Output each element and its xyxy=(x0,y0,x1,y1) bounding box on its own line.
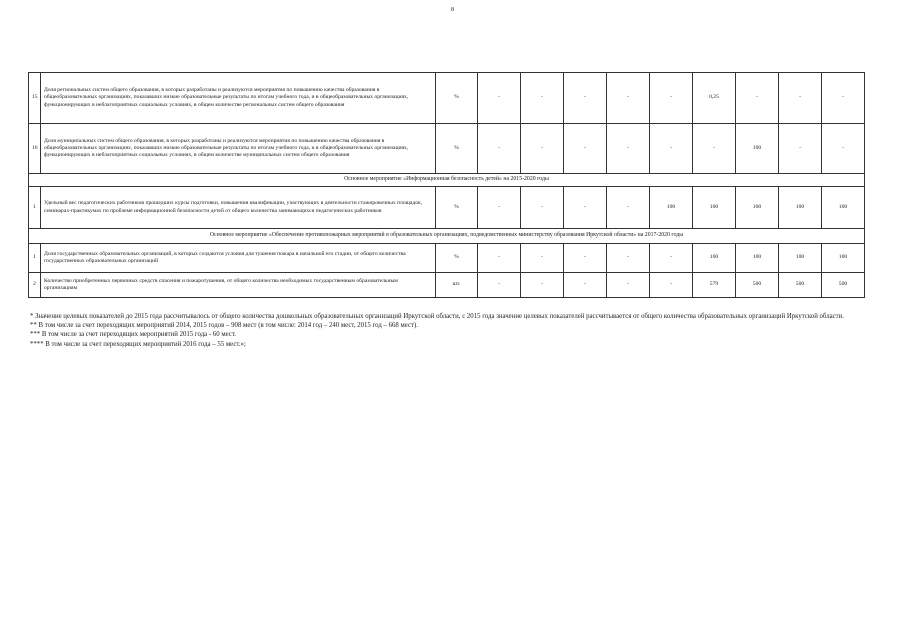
value-cell: 100 xyxy=(822,187,865,229)
value-cell: - xyxy=(650,273,693,298)
value-cell: - xyxy=(607,273,650,298)
footnote: * Значение целевых показателей до 2015 года рассчитывалось от общего количества дошкольных образовательных организаций Иркутской области, с 2015 года значение целевых показателей рассчитывается от общего количества образовательных организаций Иркутской области. xyxy=(30,313,844,320)
value-cell: - xyxy=(650,124,693,174)
row-number: 2 xyxy=(29,273,41,298)
indicator-name: Доля государственных образовательных организаций, в которых создаются условия для тушения пожара в начальной его стадии, от общего количества государственных образовательных организаций xyxy=(41,244,436,273)
value-cell: - xyxy=(564,73,607,124)
footnote: **** В том числе за счет переходящих мероприятий 2016 года – 55 мест.»; xyxy=(30,340,246,348)
value-cell: - xyxy=(478,187,521,229)
indicator-name: Доля муниципальных систем общего образования, в которых разработаны и реализуются мероприятия по повышению качества образования в общеобразовательных организациях, показавших низкие образовательные результаты по итогам учебного года, и в общеобразовательных организациях, функционирующих в неблагоприятных социальных условиях, в общем количестве муниципальных систем общего образования xyxy=(41,124,436,174)
value-cell: - xyxy=(607,124,650,174)
value-cell: - xyxy=(478,244,521,273)
value-cell: - xyxy=(478,73,521,124)
value-cell: 100 xyxy=(650,187,693,229)
indicator-name: Доля региональных систем общего образования, в которых разработаны и реализуются мероприятия по повышению качества образования в общеобразовательных организациях, показавших низкие образовательные результаты по итогам учебного года, и в общеобразовательных организациях, функционирующих в неблагоприятных социальных условиях, в общем количестве региональных систем общего образования xyxy=(41,73,436,124)
value-cell: - xyxy=(779,124,822,174)
value-cell: - xyxy=(779,73,822,124)
value-cell: 100 xyxy=(822,244,865,273)
page-number: 8 xyxy=(451,7,454,13)
table-row xyxy=(29,244,865,273)
section-header-row xyxy=(29,229,865,244)
section-title: Основное мероприятие «Информационная безопасность детей» на 2015-2020 годы xyxy=(29,174,865,187)
unit-cell: % xyxy=(436,244,478,273)
table-body xyxy=(29,73,865,298)
table-row xyxy=(29,273,865,298)
value-cell: - xyxy=(607,187,650,229)
footnote: ** В том числе за счет переходящих мероприятий 2014, 2015 годов – 908 мест (в том числе: 2014 год – 240 мест, 2015 год – 668 мест). xyxy=(30,322,418,330)
row-number: 16 xyxy=(29,124,41,174)
value-cell: - xyxy=(650,73,693,124)
table-row xyxy=(29,124,865,174)
value-cell: 0,25 xyxy=(693,73,736,124)
unit-cell: % xyxy=(436,73,478,124)
value-cell: - xyxy=(521,273,564,298)
value-cell: - xyxy=(521,124,564,174)
value-cell: 100 xyxy=(779,244,822,273)
footnote: *** В том числе за счет переходящих мероприятий 2015 года - 60 мест. xyxy=(30,331,236,339)
value-cell: - xyxy=(521,244,564,273)
value-cell: 100 xyxy=(736,244,779,273)
value-cell: - xyxy=(564,244,607,273)
value-cell: 500 xyxy=(736,273,779,298)
value-cell: - xyxy=(822,124,865,174)
table-row xyxy=(29,73,865,124)
row-number: 15 xyxy=(29,73,41,124)
value-cell: - xyxy=(650,244,693,273)
indicators-table xyxy=(28,72,865,298)
value-cell: - xyxy=(822,73,865,124)
footnotes xyxy=(30,312,850,349)
value-cell: 100 xyxy=(779,187,822,229)
value-cell: - xyxy=(693,124,736,174)
value-cell: - xyxy=(607,244,650,273)
value-cell: 100 xyxy=(693,244,736,273)
value-cell: - xyxy=(521,73,564,124)
value-cell: 100 xyxy=(736,124,779,174)
value-cell: 100 xyxy=(693,187,736,229)
indicator-name: Количество приобретенных первичных средств спасения и пожаротушения, от общего количества необходимых государственным образовательным организациям xyxy=(41,273,436,298)
indicator-name: Удельный вес педагогических работников прошедших курсы подготовки, повышения квалификации, участвующих в деятельности стажировочных площадок, семинарах-практикумах по проблеме информационной безопасности детей от общего количества занимающихся педагогических работников xyxy=(41,187,436,229)
table-row xyxy=(29,187,865,229)
unit-cell: % xyxy=(436,187,478,229)
value-cell: - xyxy=(478,273,521,298)
value-cell: - xyxy=(736,73,779,124)
value-cell: - xyxy=(607,73,650,124)
value-cell: - xyxy=(564,187,607,229)
value-cell: 579 xyxy=(693,273,736,298)
value-cell: 500 xyxy=(779,273,822,298)
unit-cell: % xyxy=(436,124,478,174)
row-number: 1 xyxy=(29,244,41,273)
value-cell: - xyxy=(521,187,564,229)
value-cell: - xyxy=(478,124,521,174)
section-title: Основное мероприятие «Обеспечение противопожарных мероприятий в образовательных организациях, подведомственных министерству образования Иркутской области» на 2017-2020 годы xyxy=(29,229,865,244)
value-cell: 100 xyxy=(736,187,779,229)
section-header-row xyxy=(29,174,865,187)
row-number: 1 xyxy=(29,187,41,229)
value-cell: 500 xyxy=(822,273,865,298)
value-cell: - xyxy=(564,273,607,298)
unit-cell: шт. xyxy=(436,273,478,298)
value-cell: - xyxy=(564,124,607,174)
